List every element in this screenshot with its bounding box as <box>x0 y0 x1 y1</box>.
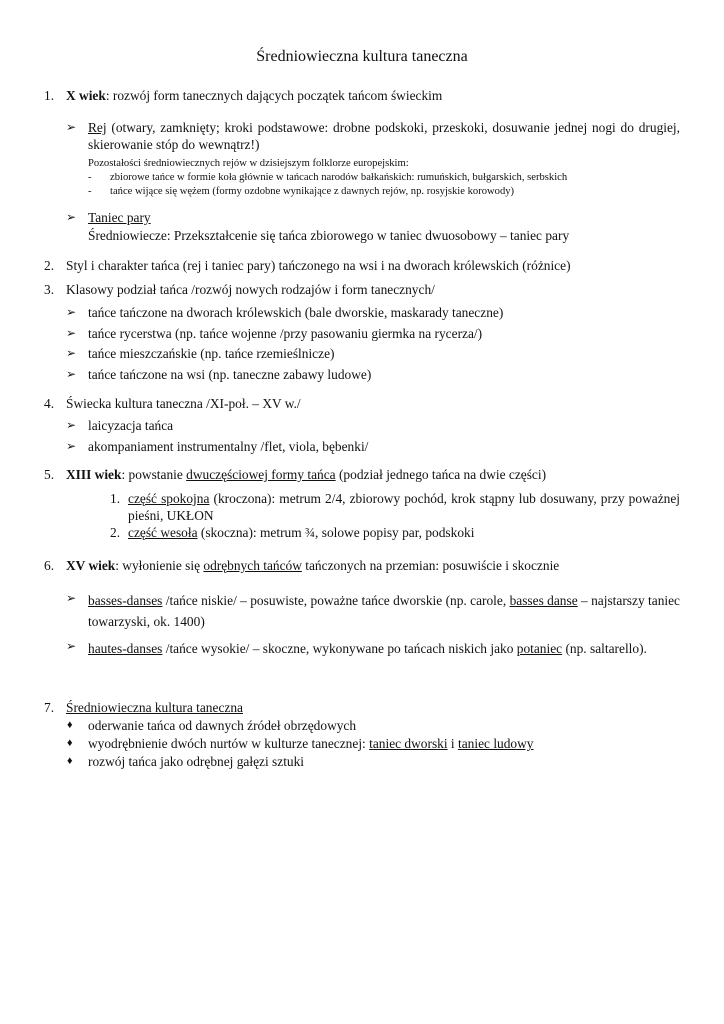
hautes-text-a: /tańce wysokie/ – skoczne, wykonywane po tańcach niskich jako <box>162 641 517 656</box>
section-6-number: 6. <box>44 558 55 573</box>
section-3-item-3: tańce mieszczańskie (np. tańce rzemieślnicze) <box>88 346 335 361</box>
section-7-heading <box>66 699 680 716</box>
section-3-item-2: tańce rycerstwa (np. tańce wojenne /przy pasowaniu giermka na rycerza/) <box>88 326 483 341</box>
czesc-wesola-link: część wesoła <box>128 525 198 540</box>
diamond-bullet-icon: ♦ <box>67 755 73 767</box>
section-5-text-a: : powstanie <box>121 467 187 482</box>
section-4-item-2: akompaniament instrumentalny /flet, viola, bębenki/ <box>88 439 369 454</box>
section-7-item-3: rozwój tańca jako odrębnej gałęzi sztuki <box>88 754 305 769</box>
basses-danse-link: basses danse <box>509 593 578 608</box>
section-2-number: 2. <box>44 258 55 273</box>
taniec-pary-link: Taniec pary <box>88 210 151 225</box>
section-4-text: Świecka kultura taneczna /XI-poł. – XV w./ <box>66 396 301 411</box>
section-3-item-4: tańce tańczone na wsi (np. taneczne zabawy ludowe) <box>88 367 372 382</box>
diamond-bullet-icon: ♦ <box>67 737 73 749</box>
basses-text-b: – najstarszy taniec towarzyski, ok. 1400) <box>88 593 680 629</box>
arrow-bullet-icon: ➢ <box>66 326 77 340</box>
section-1-number: 1. <box>44 88 55 103</box>
czesc-spokojna-link: część spokojna <box>128 491 210 506</box>
section-1-heading <box>66 87 680 104</box>
arrow-bullet-icon: ➢ <box>66 439 77 453</box>
sub-2-desc: (skoczna): metrum ¾, solowe popisy par, podskoki <box>197 525 475 540</box>
section-6-text-b: tańczonych na przemian: posuwiście i skocznie <box>301 558 560 573</box>
section-1-text: : rozwój form tanecznych dających początek tańcom świeckim <box>105 88 443 103</box>
rej-text: (otwary, zamknięty; kroki podstawowe: drobne podskoki, przeskoki, dosuwanie jednej nogi do drugiej, skierowanie stóp do wewnątrz!) <box>88 120 680 152</box>
section-6-link: odrębnych tańców <box>203 558 302 573</box>
item-2-and: i <box>447 736 458 751</box>
hautes-danses-paragraph <box>88 638 680 659</box>
rej-link: Rej <box>88 120 107 135</box>
section-7-number: 7. <box>44 700 55 715</box>
sub-1-text <box>128 490 680 524</box>
section-2-text: Styl i charakter tańca (rej i taniec pary) tańczonego na wsi i na dworach królewskich (różnice) <box>66 258 571 273</box>
taniec-dworski-link: taniec dworski <box>369 736 448 751</box>
taniec-pary-heading <box>88 209 680 226</box>
section-5-bold: XIII wiek <box>66 467 122 482</box>
section-3-number: 3. <box>44 282 55 297</box>
arrow-bullet-icon: ➢ <box>66 210 77 224</box>
dash-bullet-icon: - <box>88 172 92 183</box>
potaniec-link: potaniec <box>516 641 563 656</box>
basses-text-a: /tańce niskie/ – posuwiste, poważne tańce dworskie (np. carole, <box>162 593 510 608</box>
taniec-ludowy-link: taniec ludowy <box>458 736 534 751</box>
section-4-item-1: laicyzacja tańca <box>88 418 174 433</box>
arrow-bullet-icon: ➢ <box>66 346 77 360</box>
item-2-text: wyodrębnienie dwóch nurtów w kulturze tanecznej: <box>88 736 370 751</box>
sub-1-number: 1. <box>110 491 121 506</box>
sub-1-desc: (kroczona): metrum 2/4, zbiorowy pochód, krok stąpny lub dosuwany, przy poważnej pieśni, UKŁON <box>128 491 680 523</box>
basses-danses-paragraph <box>88 590 680 632</box>
section-5-heading <box>66 466 680 483</box>
sub-2-text <box>128 524 680 541</box>
section-1-bold: X wiek <box>66 88 106 103</box>
dash-item-1: zbiorowe tańce w formie koła głównie w tańcach narodów bałkańskich: rumuńskich, bułgarskich, serbskich <box>110 172 568 183</box>
arrow-bullet-icon: ➢ <box>66 120 77 134</box>
section-5-number: 5. <box>44 467 55 482</box>
section-7-item-1: oderwanie tańca od dawnych źródeł obrzędowych <box>88 718 357 733</box>
basses-danses-link: basses-danses <box>88 593 163 608</box>
arrow-bullet-icon: ➢ <box>66 418 77 432</box>
section-6-text-a: : wyłonienie się <box>115 558 204 573</box>
page-title: Średniowieczna kultura taneczna <box>256 48 468 65</box>
section-5-link: dwuczęściowej formy tańca <box>186 467 336 482</box>
hautes-text-b: (np. saltarello). <box>562 641 647 656</box>
section-3-text: Klasowy podział tańca /rozwój nowych rodzajów i form tanecznych/ <box>66 282 435 297</box>
section-6-heading <box>66 557 680 574</box>
dash-item-2: tańce wijące się wężem (formy ozdobne wynikające z dawnych rejów, np. rosyjskie korowody) <box>110 186 515 197</box>
section-7-item-2 <box>88 735 680 752</box>
arrow-bullet-icon: ➢ <box>66 591 77 605</box>
arrow-bullet-icon: ➢ <box>66 367 77 381</box>
arrow-bullet-icon: ➢ <box>66 305 77 319</box>
arrow-bullet-icon: ➢ <box>66 639 77 653</box>
pozostalosci-text: Pozostałości średniowiecznych rejów w dzisiejszym folklorze europejskim: <box>88 158 409 169</box>
section-4-number: 4. <box>44 396 55 411</box>
section-5-text-b: (podział jednego tańca na dwie części) <box>335 467 547 482</box>
hautes-danses-link: hautes-danses <box>88 641 163 656</box>
diamond-bullet-icon: ♦ <box>67 719 73 731</box>
sub-2-number: 2. <box>110 525 121 540</box>
section-7-link: Średniowieczna kultura taneczna <box>66 700 243 715</box>
section-6-bold: XV wiek <box>66 558 116 573</box>
rej-paragraph <box>88 119 680 153</box>
taniec-pary-text: Średniowiecze: Przekształcenie się tańca zbiorowego w taniec dwuosobowy – taniec pary <box>88 228 570 243</box>
dash-bullet-icon: - <box>88 186 92 197</box>
section-3-item-1: tańce tańczone na dworach królewskich (bale dworskie, maskarady taneczne) <box>88 305 504 320</box>
